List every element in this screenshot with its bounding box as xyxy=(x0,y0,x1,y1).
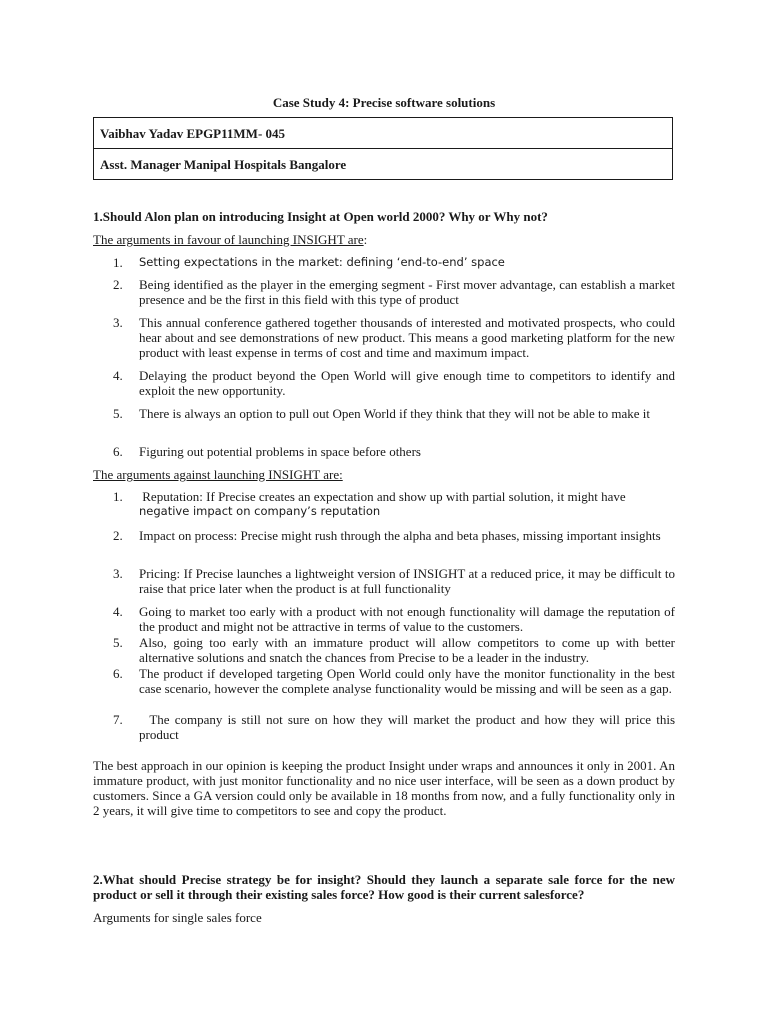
list-item-number: 5. xyxy=(113,635,123,650)
list-item-text: Delaying the product beyond the Open World will give enough time to competitors to identify and exploit the new opportunity. xyxy=(139,368,675,398)
list-item-number: 2. xyxy=(113,277,123,292)
table-row xyxy=(94,149,673,180)
list-item xyxy=(113,406,675,421)
author-info-table xyxy=(93,117,673,180)
table-row xyxy=(94,118,673,149)
list-item-text: Also, going too early with an immature product will allow competitors to come up with better alternative solutions and snatch the chances from Precise to be a leader in the industry. xyxy=(139,635,675,665)
list-item-text: Pricing: If Precise launches a lightweight version of INSIGHT at a reduced price, it may be difficult to raise that price later when the product is at full functionality xyxy=(139,566,675,596)
list-item-text: There is always an option to pull out Open World if they think that they will not be able to make it xyxy=(139,406,651,421)
list-item xyxy=(113,528,675,543)
list-item-number: 3. xyxy=(113,315,123,330)
question-2-heading: 2.What should Precise strategy be for insight? Should they launch a separate sale force for the new product or sell it through their existing sales force? How good is their current salesforce? xyxy=(93,872,675,902)
against-heading: The arguments against launching INSIGHT are: xyxy=(93,467,343,482)
author-role-cell: Asst. Manager Manipal Hospitals Bangalore xyxy=(94,149,673,180)
list-item-number: 4. xyxy=(113,604,123,619)
list-item xyxy=(113,566,675,596)
list-item xyxy=(113,368,675,398)
favour-heading: The arguments in favour of launching INSIGHT are xyxy=(93,232,364,247)
list-item-text: Impact on process: Precise might rush through the alpha and beta phases, missing important insights xyxy=(139,528,661,543)
list-item-number: 7. xyxy=(113,712,123,727)
list-item-number: 6. xyxy=(113,444,123,459)
conclusion-paragraph: The best approach in our opinion is keeping the product Insight under wraps and announces it only in 2001. An immature product, with just monitor functionality and no nice user interface, will be seen as a down product by customers. Since a GA version could only be available in 18 months from now, and a fully functionality only in 2 years, it will give time to competitors to see and copy the product. xyxy=(93,758,675,818)
list-item-text xyxy=(139,489,675,519)
favour-heading-line xyxy=(93,232,367,247)
favour-heading-colon: : xyxy=(363,232,368,247)
list-item xyxy=(113,666,675,696)
list-item-number: 3. xyxy=(113,566,123,581)
document-title: Case Study 4: Precise software solutions xyxy=(272,95,496,110)
list-item xyxy=(113,635,675,665)
list-item xyxy=(113,489,675,519)
list-item-text: Figuring out potential problems in space before others xyxy=(139,444,421,459)
list-item-text: Going to market too early with a product with not enough functionality will damage the reputation of the product and might not be attractive in terms of value to the customers. xyxy=(139,604,675,634)
list-item-text: This annual conference gathered together thousands of interested and motivated prospects, who could hear about and see demonstrations of new product. This means a good marketing platform for the new product with least expense in terms of cost and time and maximum impact. xyxy=(139,315,675,360)
list-item-text: The product if developed targeting Open World could only have the monitor functionality in the best case scenario, however the complete analyse functionality would be missing and will be seen as a gap. xyxy=(139,666,675,696)
single-sales-force-heading: Arguments for single sales force xyxy=(93,910,262,925)
author-name-cell: Vaibhav Yadav EPGP11MM- 045 xyxy=(94,118,673,149)
list-item xyxy=(113,444,675,459)
list-item xyxy=(113,712,679,742)
list-item-text: Setting expectations in the market: defining ‘end-to-end’ space xyxy=(139,255,505,269)
question-1-heading: 1.Should Alon plan on introducing Insight at Open world 2000? Why or Why not? xyxy=(93,209,548,224)
list-item-text-line2: negative impact on company’s reputation xyxy=(139,504,381,518)
list-item xyxy=(113,255,675,270)
list-item xyxy=(113,277,675,307)
list-item-text: Being identified as the player in the emerging segment - First mover advantage, can establish a market presence and be the first in this field with this type of product xyxy=(139,277,675,307)
list-item-text: The company is still not sure on how they will market the product and how they will price this product xyxy=(139,712,679,742)
list-item-number: 2. xyxy=(113,528,123,543)
list-item-number: 5. xyxy=(113,406,123,421)
list-item-number: 4. xyxy=(113,368,123,383)
list-item xyxy=(113,604,675,634)
list-item-number: 1. xyxy=(113,489,123,504)
list-item xyxy=(113,315,675,360)
list-item-number: 1. xyxy=(113,255,123,270)
list-item-number: 6. xyxy=(113,666,123,681)
list-item-text-line1: Reputation: If Precise creates an expectation and show up with partial solution, it might have xyxy=(139,489,626,504)
